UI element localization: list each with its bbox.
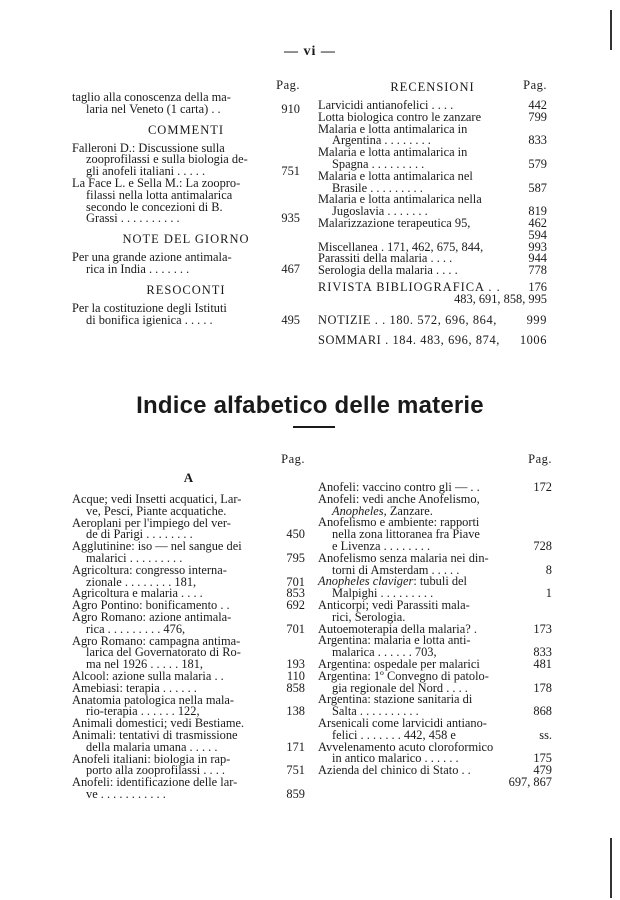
index-entry: Anatomia patologica nella mala- rio-terapia . . . . . . 122, 138 (72, 692, 305, 719)
index-entry: Alcool: azione sulla malaria . . 110 (72, 668, 305, 683)
index-entry: Per la costituzione degli Istituti di bonifica igienica . . . . . 495 (72, 300, 300, 327)
index-entry: Malaria e lotta antimalarica in Argentina . . . . . . . . 833 (318, 121, 547, 148)
note-entries (72, 252, 300, 276)
index-entry: Argentina: 1º Convegno di patolo- gia regionale del Nord . . . . 178 (318, 668, 552, 695)
resoconti-entries (72, 300, 300, 327)
section-heading-note-del-giorno: NOTE DEL GIORNO (122, 232, 250, 247)
index-entry: Avvelenamento acuto cloroformico in antico malarico . . . . . . 175 (318, 739, 552, 766)
index-entry: Anticorpi; vedi Parassiti mala- rici, Serologia. (318, 597, 470, 624)
index-entry: Agro Romano: azione antimala- rica . . . . . . . . . 476, 701 (72, 609, 305, 636)
index-entry: Agro Pontino: bonificamento . . 692 (72, 598, 305, 613)
index-entry: Animali domestici; vedi Bestiame. (72, 716, 245, 731)
bottom-right-column (318, 452, 552, 789)
top-left-column (72, 78, 300, 326)
index-entry: Larvicidi antianofelici . . . . 442 (318, 98, 547, 112)
continued-entries (72, 92, 300, 116)
index-entry: 594 (528, 227, 547, 242)
pag-label: Pag. (523, 78, 547, 92)
index-entry: Malaria e lotta antimalarica nel Brasile . . . . . . . . . 587 (318, 168, 547, 195)
index-entry: Falleroni D.: Discussione sulla zooprofilassi e sulla biologia de- gli anofeli italiani . . . . . 751 (72, 140, 300, 179)
index-entry: Malarizzazione terapeutica 95, 462 (318, 215, 547, 230)
title-rule (293, 426, 335, 428)
section-heading-commenti: COMMENTI (147, 122, 225, 137)
index-entry: Anofeli: identificazione delle lar- ve . . . . . . . . . . . 859 (72, 775, 305, 801)
pag-label: Pag. (276, 78, 300, 92)
index-entry: Miscellanea . 171, 462, 675, 844, 993 (318, 239, 547, 254)
index-entry: Parassiti della malaria . . . . 944 (318, 251, 547, 266)
index-entry: Agricoltura: congresso interna- zionale . . . . . . . . 181, 701 (72, 562, 305, 589)
sommari-entry: SOMMARI . 184. 483, 696, 874, 1006 (318, 333, 547, 348)
commenti-entries (72, 140, 300, 226)
index-entry: Serologia della malaria . . . . 778 (318, 263, 547, 278)
index-entry: Anofelismo e ambiente: rapporti nella zona littoranea fra Piave e Livenza . . . . . . . . 728 (318, 515, 552, 553)
section-heading-recensioni: RECENSIONI (390, 80, 475, 94)
index-entry: Per una grande azione antimala- rica in India . . . . . . . 467 (72, 250, 300, 276)
index-entry: Anofeli: vedi anche Anofelismo, Anopheles, Zanzare. (318, 491, 480, 518)
index-title: Indice alfabetico delle materie (136, 392, 484, 419)
index-entry: Anofeli italiani: biologia in rap- porto alla zooprofilassi . . . . 751 (72, 751, 305, 778)
index-entry: Malaria e lotta antimalarica in Spagna . . . . . . . . . 579 (318, 145, 547, 171)
index-entry: Anopheles claviger: tubuli del Malpighi . . . . . . . . . 1 (318, 574, 552, 601)
index-entries (318, 482, 552, 789)
index-entry: Argentina: ospedale per malarici 481 (318, 656, 552, 671)
index-entry: Agglutinine: iso — nel sangue dei malarici . . . . . . . . . 795 (72, 539, 305, 565)
pag-label: Pag. (528, 452, 552, 466)
rivista-bibliografica-entry: RIVISTA BIBLIOGRAFICA . . 176 483, 691, 858, 995 (318, 279, 547, 306)
index-entries (72, 494, 305, 801)
index-entry: Autoemoterapia della malaria? . 173 (318, 621, 552, 636)
index-entry: Acque; vedi Insetti acquatici, Lar- ve, Pesci, Piante acquatiche. (72, 492, 242, 518)
index-entry: Animali: tentativi di trasmissione della malaria umana . . . . . 171 (72, 727, 305, 754)
page-number: — vi — (284, 44, 336, 59)
index-entry: Lotta biologica contro le zanzare 799 (318, 109, 547, 124)
index-entry: Malaria e lotta antimalarica nella Jugoslavia . . . . . . . 819 (318, 192, 547, 219)
section-heading-resoconti: RESOCONTI (146, 282, 226, 297)
index-entry: taglio alla conoscenza della ma- laria nel Veneto (1 carta) . . 910 (72, 90, 300, 116)
index-entry: Argentina: stazione sanitaria di Salta . . . . . . . . . . 868 (318, 692, 552, 719)
index-entry: Anofeli: vaccino contro gli — . . 172 (318, 480, 552, 494)
index-entry: Argentina: malaria e lotta anti- malarica . . . . . . 703, 833 (318, 633, 552, 660)
bottom-left-column (72, 452, 305, 801)
index-letter: A (183, 470, 194, 485)
top-right-column (318, 78, 547, 347)
recensioni-entries (318, 100, 547, 277)
scan-edge-mark-bottom (610, 838, 612, 898)
index-entry: 697, 867 (508, 774, 552, 789)
index-entry: Agro Romano: campagna antima- larica del Governatorato di Ro- ma nel 1926 . . . . . 181, 193 (72, 633, 305, 672)
index-entry: Amebiasi: terapia . . . . . . 858 (72, 680, 305, 695)
index-entry: Azienda del chinico di Stato . . 479 (318, 763, 552, 778)
index-entry: La Face L. e Sella M.: La zoopro- filassi nella lotta antimalarica secondo le concezioni di B. Grassi . . . . . . . . . . 935 (72, 175, 300, 226)
notizie-entry: NOTIZIE . . 180. 572, 696, 864, 999 (318, 312, 547, 327)
index-entry: Arsenicali come larvicidi antiano- felici . . . . . . . 442, 458 e ss. (318, 715, 552, 742)
pag-label: Pag. (281, 452, 305, 466)
index-entry: Agricoltura e malaria . . . . 853 (72, 586, 305, 601)
index-entry: Aeroplani per l'impiego del ver- de di Parigi . . . . . . . . 450 (72, 515, 305, 542)
index-entry: Anofelismo senza malaria nei din- torni di Amsterdam . . . . . 8 (318, 550, 552, 577)
